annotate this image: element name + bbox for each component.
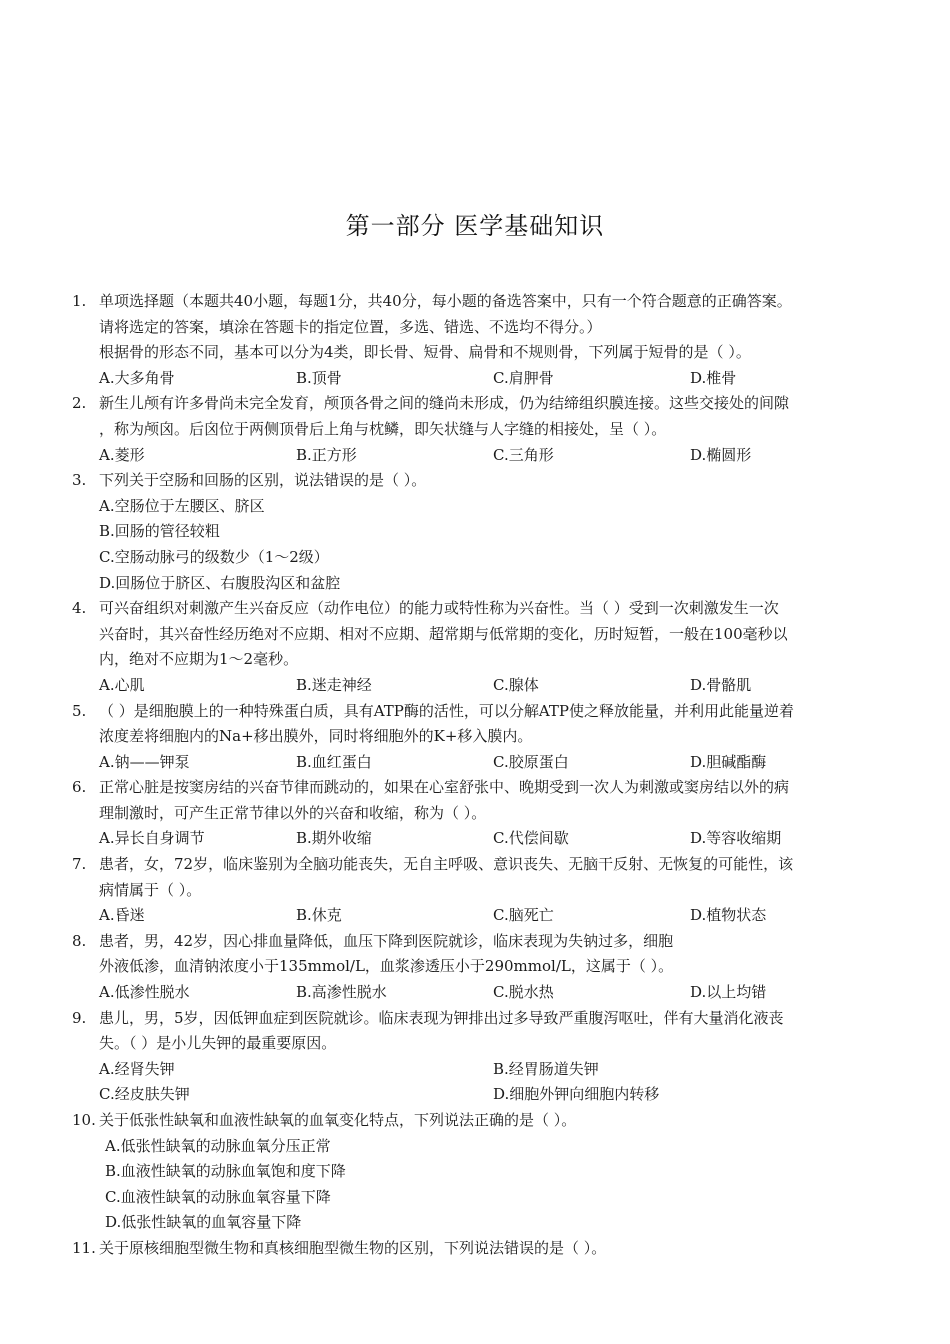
option-b: B.正方形	[296, 445, 357, 464]
question-number: 1.	[72, 292, 87, 310]
option-c: C.经皮肤失钾	[99, 1085, 190, 1104]
question-3	[72, 468, 872, 494]
question-10	[72, 1108, 872, 1134]
question-text: 病情属于（ ）。	[99, 880, 202, 899]
option-d: D.骨骼肌	[690, 675, 752, 694]
option-c: C.三角形	[493, 445, 554, 464]
question-text: 单项选择题（本题共40小题，每题1分，共40分，每小题的备选答案中，只有一个符合题意的正确答案。	[99, 292, 792, 310]
question-text: 理制激时，可产生正常节律以外的兴奋和收缩，称为（ ）。	[99, 803, 487, 822]
option-b: B.血液性缺氧的动脉血氧饱和度下降	[105, 1162, 346, 1181]
question-text: 根据骨的形态不同，基本可以分为4类，即长骨、短骨、扁骨和不规则骨，下列属于短骨的是（ ）。	[99, 343, 751, 362]
option-b: B.迷走神经	[296, 675, 372, 694]
question-number: 10.	[72, 1111, 96, 1129]
question-number: 8.	[72, 931, 87, 950]
question-text: 关于低张性缺氧和血液性缺氧的血氧变化特点，下列说法正确的是（ ）。	[99, 1111, 577, 1129]
question-text: 外液低渗，血清钠浓度小于135mmol/L，血浆渗透压小于290mmol/L，这属于（ ）。	[99, 957, 674, 976]
option-b: B.休克	[296, 906, 342, 925]
question-number: 2.	[72, 394, 87, 413]
options-row	[72, 750, 872, 776]
option-b: B.期外收缩	[296, 829, 372, 848]
question-text: （ ）是细胞膜上的一种特殊蛋白质，具有ATP酶的活性，可以分解ATP使之释放能量，并利用此能量逆着	[99, 701, 794, 720]
option-d: D.椎骨	[690, 368, 737, 387]
question-text: 下列关于空肠和回肠的区别，说法错误的是（ ）。	[99, 471, 427, 490]
options-row	[72, 673, 872, 699]
question-7	[72, 852, 872, 878]
option-c: C.腺体	[493, 675, 539, 694]
option-c: C.空肠动脉弓的级数少（1～2级）	[99, 547, 329, 566]
option-a: A.低张性缺氧的动脉血氧分压正常	[105, 1136, 331, 1155]
question-number: 6.	[72, 778, 87, 797]
question-number: 7.	[72, 855, 87, 874]
option-a: A.大多角骨	[99, 368, 175, 387]
option-d: D.等容收缩期	[690, 829, 782, 848]
option-a: A.心肌	[99, 675, 145, 694]
options-row	[72, 366, 872, 392]
option-a: A.经肾失钾	[99, 1059, 175, 1078]
question-text: 正常心脏是按窦房结的兴奋节律而跳动的，如果在心室舒张中、晚期受到一次人为刺激或窦房结以外的病	[99, 778, 790, 797]
question-number: 9.	[72, 1008, 87, 1027]
option-d: D.胆碱酯酶	[690, 752, 767, 771]
option-b: B.血红蛋白	[296, 752, 372, 771]
option-c: C.胶原蛋白	[493, 752, 569, 771]
question-text: 关于原核细胞型微生物和真核细胞型微生物的区别，下列说法错误的是（ ）。	[99, 1238, 607, 1257]
question-text: 可兴奋组织对刺激产生兴奋反应（动作电位）的能力或特性称为兴奋性。当（ ）受到一次刺激发生一次	[99, 599, 779, 618]
question-text: 失。（ ）是小儿失钾的最重要原因。	[99, 1034, 337, 1053]
options-row	[72, 1082, 872, 1108]
question-text: 患儿，男，5岁，因低钾血症到医院就诊。临床表现为钾排出过多导致严重腹泻呕吐，伴有大量消化液丧	[99, 1008, 784, 1027]
question-1	[72, 289, 872, 315]
question-list	[72, 289, 872, 1262]
page-title: 第一部分 医学基础知识	[345, 212, 605, 240]
question-number: 5.	[72, 701, 87, 720]
question-text: 请将选定的答案，填涂在答题卡的指定位置，多选、错选、不选均不得分。）	[99, 317, 602, 336]
options-row	[72, 826, 872, 852]
option-d: D.椭圆形	[690, 445, 752, 464]
option-a: A.异长自身调节	[99, 829, 205, 848]
question-text: ，称为颅囟。后囟位于两侧顶骨后上角与枕鳞，即矢状缝与人字缝的相接处，呈（ ）。	[99, 419, 667, 438]
question-number: 11.	[72, 1238, 96, 1257]
question-11	[72, 1236, 872, 1262]
option-b: B.顶骨	[296, 368, 342, 387]
options-row	[72, 1057, 872, 1083]
option-b: B.回肠的管径较粗	[99, 522, 220, 541]
options-row	[72, 980, 872, 1006]
option-a: A.钠——钾泵	[99, 752, 190, 771]
option-d: D.回肠位于脐区、右腹股沟区和盆腔	[99, 573, 341, 592]
question-text: 新生儿颅有许多骨尚未完全发育，颅顶各骨之间的缝尚未形成，仍为结缔组织膜连接。这些交接处的间隙	[99, 394, 790, 413]
option-b: B.高渗性脱水	[296, 983, 387, 1002]
question-text: 浓度差将细胞内的Na+移出膜外，同时将细胞外的K+移入膜内。	[99, 727, 533, 746]
option-c: C.脱水热	[493, 983, 554, 1002]
option-c: C.血液性缺氧的动脉血氧容量下降	[105, 1187, 331, 1206]
question-text: 患者，男，42岁，因心排血量降低，血压下降到医院就诊，临床表现为失钠过多，细胞	[99, 931, 674, 950]
option-c: C.代偿间歇	[493, 829, 569, 848]
option-d: D.植物状态	[690, 906, 767, 925]
option-c: C.脑死亡	[493, 906, 554, 925]
question-number: 3.	[72, 471, 87, 490]
question-text: 兴奋时，其兴奋性经历绝对不应期、相对不应期、超常期与低常期的变化，历时短暂，一般在100毫秒以	[99, 624, 788, 643]
option-d: D.以上均错	[690, 983, 767, 1002]
question-6	[72, 775, 872, 801]
option-a: A.低渗性脱水	[99, 983, 190, 1002]
question-2	[72, 391, 872, 417]
option-b: B.经胃肠道失钾	[493, 1059, 599, 1078]
option-d: D.低张性缺氧的血氧容量下降	[105, 1213, 302, 1232]
question-5	[72, 699, 872, 725]
options-row	[72, 443, 872, 469]
question-4	[72, 596, 872, 622]
question-number: 4.	[72, 599, 87, 618]
question-text: 患者，女，72岁，临床鉴别为全脑功能丧失，无自主呼吸、意识丧失、无脑干反射、无恢复的可能性，该	[99, 855, 794, 874]
option-a: A.昏迷	[99, 906, 145, 925]
question-9	[72, 1006, 872, 1032]
option-a: A.菱形	[99, 445, 145, 464]
option-c: C.肩胛骨	[493, 368, 554, 387]
question-text: 内，绝对不应期为1～2毫秒。	[99, 650, 299, 669]
options-row	[72, 903, 872, 929]
option-a: A.空肠位于左腰区、脐区	[99, 496, 265, 515]
option-d: D.细胞外钾向细胞内转移	[493, 1085, 660, 1104]
question-8	[72, 929, 872, 955]
